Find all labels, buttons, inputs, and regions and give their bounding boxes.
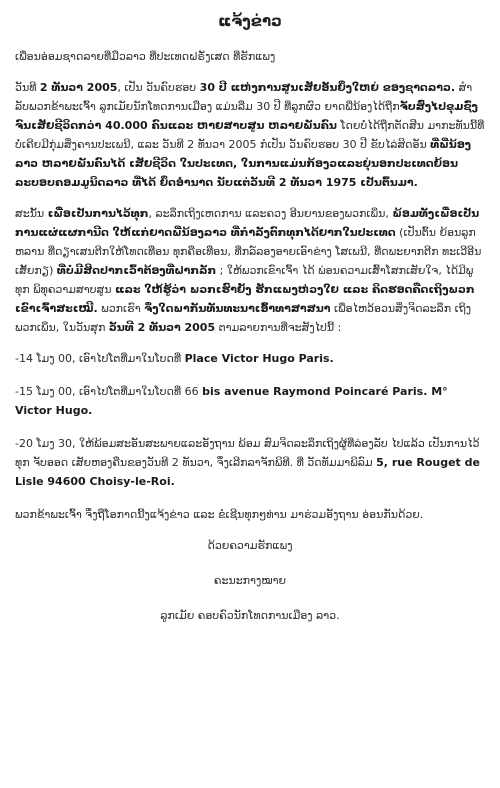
schedule-item <box>15 349 485 368</box>
location-address: Place Victor Hugo Paris. <box>184 352 334 365</box>
document-title: ແຈ້ງຂ່າວ <box>218 12 282 30</box>
text-run: ພວກເຮົາ <box>97 302 145 315</box>
bold-run: ທີ່ບໍ່ມີສິດປາກເວົ້າຕ້ອງທີ່ຝາກລັກ <box>56 264 217 277</box>
text-run: ເພື່ອໄຫວ້ອວນສິ່ງຈິດລະລຶກ ເຖິງພວກເພິ່ນ, ໃນວັນສຸກ <box>15 302 472 334</box>
text-run: (ເປັນຕົ້ນ ຍ້ອນລູກຫລານ ທີ່ດຽາເສນຕີກໃຫ້ໂທດເທືອນ ທຸກຄືອເທືອນ, ທີ່ກລ໌ລອງອາຍເອົາຂ່າງ ໂສເພນີ, ທີ່ດພະຍາກຕີກ ທະເວີອີນ ເສັ້ຍກຽ) <box>15 226 482 277</box>
bold-run: 30 ປີ ແຫ່ງການສູນເສັຍອັນຍິ່ງໃຫຍ່ ຂອງຊາດລາວ. <box>199 81 455 94</box>
text-run: , ລະລຶກເຖິງເຫດການ ແລະຄວງ ອີນຍານຂອງພວກເພິ່ນ, <box>148 207 393 220</box>
bold-run: ເພື່ອເປັນການໄວ້ທຸກ <box>47 207 149 220</box>
paragraph-anniversary <box>15 78 485 192</box>
bold-run: ຈຶ່ງໃດພາກັນທັນທະນາເອົ້າທາສາສນາ <box>144 302 331 315</box>
salutation: ເພື່ອນອ່ອມຊາດລາຍທີ່ມືວລາວ ທີ່ປະເທດຝຣັ່ງເສດ ທີ່ຮັກແພງ <box>15 50 276 63</box>
signoff: ດ້ວຍຄວາມຮັກແພງ <box>207 539 293 552</box>
schedule-item <box>15 434 485 491</box>
bold-run: ທີ່ພີ່ນ້ອງລາວ ຫລາຍພັນຄົນໄດ້ ເສັຍຊີວິດ ໃນປະເທດ, ໃນການແມ່ນກ້ອງວແລະຍຸ່ນອກປະເທດຍ້ອນລະບອບຄອມມູນິດລາວ ທີ່ໄດ້ ຍຶດອຳນາດ ນັບແຕ່ວັນທີ 2 ທັນວາ 1975 ເປັນຕົ້ນມາ. <box>15 138 472 189</box>
paragraph-memorial <box>15 204 485 337</box>
text-run: ສໍາລັບພວກຂ້າພະເຈົ້າ ລູກເມັຍນັກໂທດການເມືອງ ແມ່ນລືມ 30 ປີ ທີ່ລູກຜົວ ຍາດພີ່ນ້ອງໄດ້ຖືກ <box>15 81 473 113</box>
text-run: ຕາມລາຍການທີ່ຈະສັງໄປນີ້ : <box>215 321 342 334</box>
bold-run: ພ້ອມທັງເພື່ອເປັນການແຜ່ແຜການີດ ໃຫ້ແກ່ຍາດພີ່ນ້ອງລາວ ທີ່ກຳລັງຕົກທຸກໄດ້ຍາກໃນປະເທດ <box>15 207 480 239</box>
bold-run: 2 ທັນວາ 2005 <box>39 81 118 94</box>
location-address: bis avenue Raymond Poincaré Paris. M° Victor Hugo. <box>15 385 448 417</box>
bold-run: ຈັບສົ່ງໄປຂຸມຊົ່ງ ຈົນເສັຍຊີວິດກວ່າ 40.000 ຄົນແລະ ຫາຍສາບສູນ ຫລາຍພັນຄົນ <box>15 100 478 132</box>
signature: ລູກເມັຍ ຄອບຄົວນັກໂທດການເມືອງ ລາວ. <box>160 609 340 622</box>
text-run: ໂດຍບໍ່ໄດ້ຖືກຕັດສີນ ມາກະທັນນີ້ທີ່ ບໍ່ເຄີຍມີກຸ່ມສິ່ງຄານປະເພນີ, ແລະ ວັນທີ 2 ທັນວາ 2005 ກໍເປັນ ວັນຄົບຮອບ 30 ປີ ຂັບໄລ່ສິດອັນ <box>15 119 485 151</box>
text-run: ວັນທີ <box>15 81 40 94</box>
text-run: ສະນັ້ນ <box>15 207 48 220</box>
text-run: , ເປັນ ວັນຄົບຮອບ <box>117 81 200 94</box>
text-run: -15 ໂມງ 00, ເອົາໄປໂຕທີ່ມາໃນໂບດທີ່ 66 <box>15 385 203 398</box>
bold-run: ວັນທີ 2 ທັນວາ 2005 <box>108 321 216 334</box>
closing-invitation: ພວກຂ້າພະເຈົ້າ ຈຶ່ງຖືໂອກາດນີ້ງແຈ້ງຂ່າວ ແລະ ຂໍເຊີນທຸກໆທ່ານ ມາຮ່ວມອັງຖານ ອ່ອນກັນດ້ວຍ. <box>15 508 424 521</box>
text-run: -20 ໂມງ 30, ໃຫ້ພ້ອມສະອັນສະພາຍແລະອັງຖານ ພ້ອມ ສົມຈິດລະລຶກເຖິງຜູ້ທີ່ລ່ອງລັບ ໄປແລ້ວ ເປັນການໄວ້ທຸກ ຈັບອອດ ເສັຍຫອງຄືນຂອງວັນທີ 2 ທັນວາ, ຈຶ່ງເລີກລາຈັກພິທີ. ທີ່ ວັດທັມມາພິລົມ <box>15 437 480 469</box>
schedule-item <box>15 382 485 420</box>
location-address: 5, rue Rouget de Lisle 94600 Choisy-le-Roi. <box>15 456 480 488</box>
text-run: ; ໃຫ້ພວກເຂົາເຈົ້າ ໄດ້ ພ່ອນຄວາມເສົ້າໂສກເສັຍໃຈ, ໄດ້ມີພູທຸກ ພິທຸຄວາມສາບສູນ <box>15 264 474 296</box>
on-behalf: ຄະນະກາງໝາຍ <box>213 574 287 587</box>
text-run: -14 ໂມງ 00, ເອົາໄປໂຕທີ່ມາໃນໂບດທີ່ <box>15 352 185 365</box>
bold-run: ແລະ ໃຫ້ຮູ້ວ່າ ພວກເຮົາຍັງ ຮັກແພງຫ່ວງໃຍ ແລະ ຄິດຮອດຄືດເຖິງພວກເຂົາເຈົ້າສະເໝີ. <box>15 283 475 315</box>
